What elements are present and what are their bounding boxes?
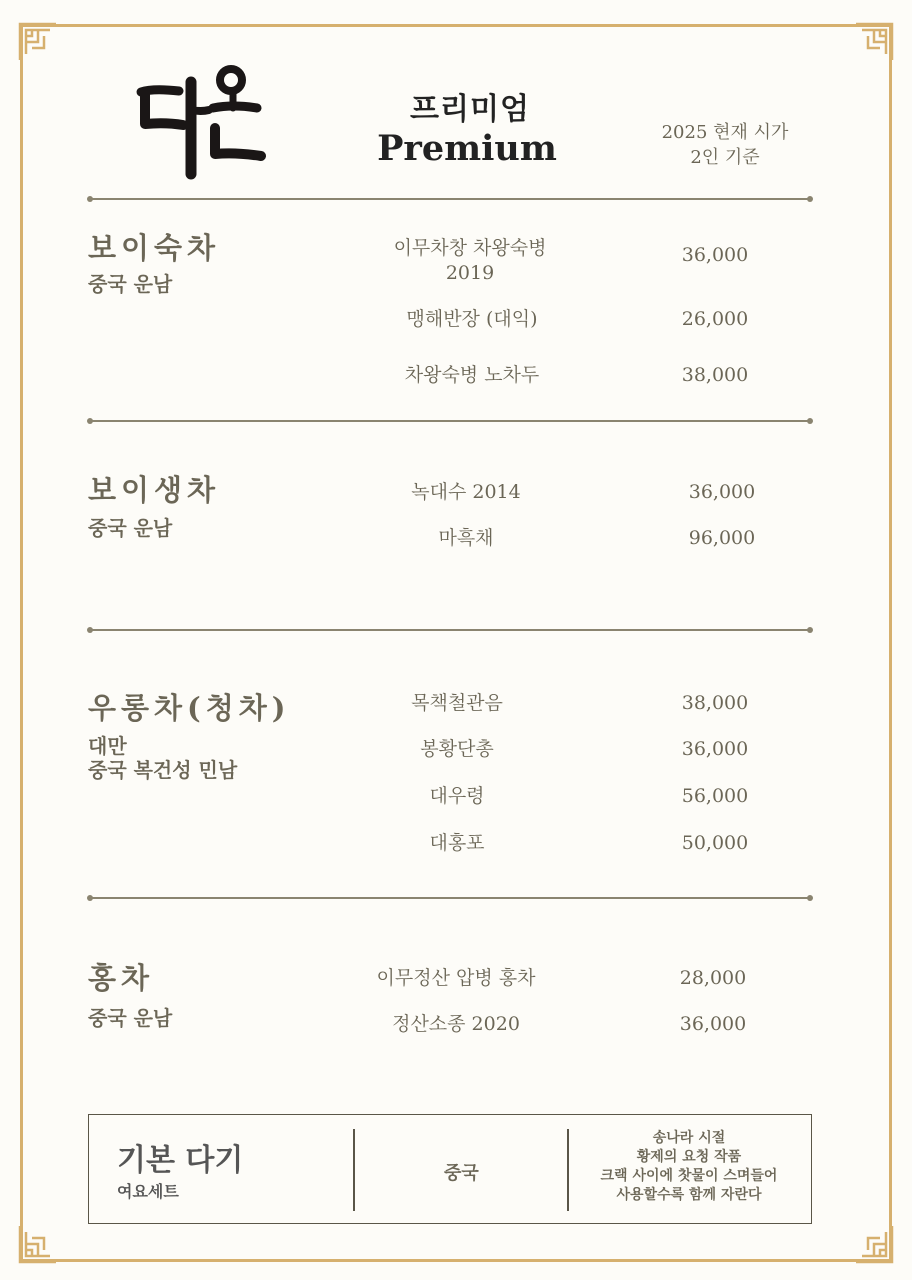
menu-item-name: 맹해반장 (대익) bbox=[406, 308, 538, 330]
basic-note-line: 사용할수록 함께 자란다 bbox=[616, 1187, 762, 1203]
category-origin: 중국 운남 bbox=[88, 272, 173, 296]
header-title-english: Premium bbox=[377, 128, 557, 169]
page-border bbox=[20, 24, 892, 1262]
basic-teaware-subtitle: 여요세트 bbox=[117, 1182, 179, 1201]
corner-ornament-icon bbox=[18, 1224, 58, 1264]
basic-teaware-box bbox=[88, 1114, 812, 1224]
menu-item-price: 36,000 bbox=[679, 1013, 747, 1035]
menu-item-name-line: 2019 bbox=[445, 262, 495, 284]
menu-item-price: 56,000 bbox=[681, 785, 749, 807]
menu-item-price: 28,000 bbox=[679, 967, 747, 989]
menu-item-name-line: 이무차창 차왕숙병 bbox=[393, 237, 547, 259]
category-title: 보이숙차 bbox=[88, 231, 221, 265]
menu-item-price: 50,000 bbox=[681, 832, 749, 854]
category-origin bbox=[88, 734, 237, 782]
menu-item-name bbox=[350, 236, 590, 286]
menu-item-price: 26,000 bbox=[681, 308, 749, 330]
brand-logo bbox=[135, 62, 275, 182]
box-divider bbox=[353, 1129, 355, 1211]
section-divider bbox=[90, 420, 810, 422]
basic-teaware-note bbox=[569, 1129, 809, 1205]
corner-ornament-icon bbox=[854, 1224, 894, 1264]
basic-note-line: 크랙 사이에 찻물이 스며들어 bbox=[600, 1168, 778, 1184]
header-note-line: 2인 기준 bbox=[690, 147, 760, 168]
menu-item-price: 96,000 bbox=[688, 527, 756, 549]
category-title: 홍차 bbox=[88, 961, 155, 995]
category-origin-line: 대만 bbox=[88, 734, 127, 758]
header-price-note bbox=[640, 120, 810, 170]
basic-teaware-origin: 중국 bbox=[444, 1163, 479, 1184]
menu-item-price: 36,000 bbox=[688, 481, 756, 503]
category-origin: 중국 운남 bbox=[88, 516, 173, 540]
menu-item-name: 이무정산 압병 홍차 bbox=[376, 967, 536, 989]
header-title-korean: 프리미엄 bbox=[410, 92, 530, 127]
section-divider bbox=[90, 198, 810, 200]
menu-item-name: 정산소종 2020 bbox=[392, 1013, 520, 1035]
section-divider bbox=[90, 629, 810, 631]
corner-ornament-icon bbox=[18, 22, 58, 62]
menu-item-name: 대홍포 bbox=[429, 832, 485, 854]
menu-item-name: 마흑채 bbox=[438, 527, 494, 549]
section-divider bbox=[90, 897, 810, 899]
menu-item-name: 목책철관음 bbox=[411, 692, 503, 714]
category-title: 우롱차(청차) bbox=[88, 691, 291, 725]
menu-item-price: 36,000 bbox=[681, 738, 749, 760]
menu-item-name: 녹대수 2014 bbox=[411, 481, 521, 503]
header-note-line: 2025 현재 시가 bbox=[661, 122, 789, 143]
menu-item-name: 대우령 bbox=[429, 785, 485, 807]
menu-item-price: 36,000 bbox=[681, 244, 749, 266]
corner-ornament-icon bbox=[854, 22, 894, 62]
basic-note-line: 송나라 시절 bbox=[652, 1130, 726, 1146]
category-origin: 중국 운남 bbox=[88, 1006, 173, 1030]
basic-teaware-title: 기본 다기 bbox=[117, 1143, 244, 1178]
menu-item-name: 봉황단총 bbox=[420, 738, 494, 760]
category-origin-line: 중국 복건성 민남 bbox=[88, 758, 238, 782]
menu-item-name: 차왕숙병 노차두 bbox=[404, 364, 540, 386]
category-title: 보이생차 bbox=[88, 473, 221, 507]
menu-item-price: 38,000 bbox=[681, 364, 749, 386]
basic-note-line: 황제의 요청 작품 bbox=[636, 1149, 742, 1165]
menu-item-price: 38,000 bbox=[681, 692, 749, 714]
